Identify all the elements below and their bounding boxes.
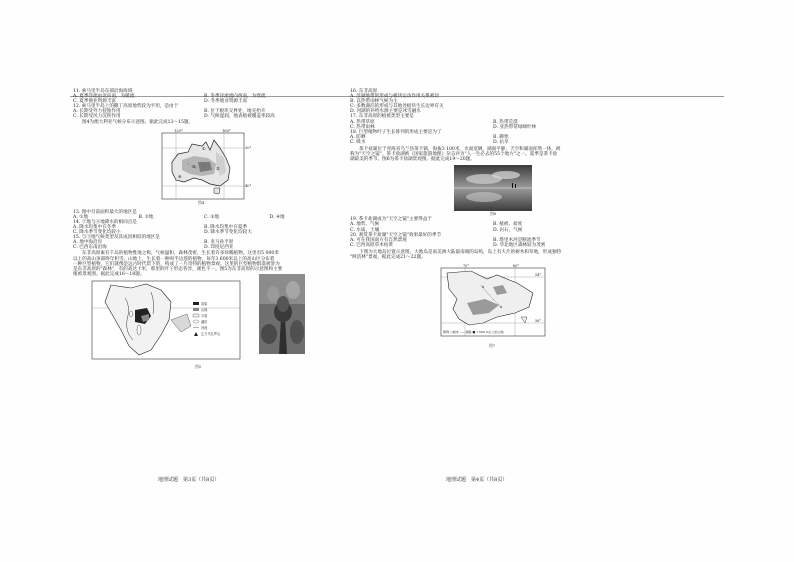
longitude-label: 160° — [222, 128, 231, 133]
passage-line: 植被景观图。据此完成16～18题。 — [73, 271, 145, 277]
option-b: B. 位于板块交界处，地壳抬升 — [204, 109, 266, 115]
question-stem: 16. 东非高原 — [350, 89, 378, 94]
question-13 — [73, 210, 335, 220]
option-c: C. ③地 — [204, 214, 219, 220]
legend-label: 高原 — [201, 301, 208, 306]
question-stem: 11. 索马里半岛东部沿海海域 — [73, 89, 133, 94]
option-d: D. 印度尼西亚 — [204, 245, 234, 251]
australia-climate-map — [158, 128, 250, 208]
figure-4-intro: 图4为澳大利亚气候分布示意图。据此完成13～15题。 — [82, 119, 194, 125]
page-4-column — [350, 89, 636, 351]
map-legend: 图例 ○城市 ——道路 ■ 1 000 m以上的山地 — [443, 330, 504, 335]
option-b: B. 热带荒漠 — [493, 119, 518, 125]
longitude-label: 60° — [513, 264, 520, 269]
option-b: B. 降水均集中在夏季 — [204, 224, 248, 230]
passage-line: 一种巨型植物，它们就像是远古时代留下的，构成了一片奇特的植物景观。这里的巨型植物群落被誉为 — [73, 261, 280, 267]
page-3-column — [73, 89, 335, 368]
question-stem: 14. ②地与④地降水的相同点是 — [73, 219, 137, 225]
longitude-label: 70° — [463, 264, 470, 269]
figure-4-caption: 图4 — [198, 199, 205, 205]
legend-label: 山地 — [201, 307, 208, 312]
chaka-salt-lake-passage — [350, 147, 636, 162]
east-africa-map — [91, 280, 241, 360]
question-14 — [73, 220, 335, 235]
question-stem: 12. 索马里半岛上的撒丁高原地势较为平坦，是由于 — [73, 104, 179, 110]
option-d: D. 气候湿润，地表植被覆盖率较高 — [204, 114, 275, 120]
option-c: C. 长期受风力沉积作用 — [73, 114, 121, 120]
option-a: A. 地势、气候 — [350, 222, 380, 228]
passage-line: 称为"天空之镜"。茶卡盐湖被《国家旅游地理》杂志评为"人一生必去的55个地方"之一。夏季是茶卡盐 — [350, 152, 558, 158]
region-3-label: ③ — [192, 163, 196, 169]
figure-4-australia-map — [158, 128, 250, 208]
latitude-label: 54° — [535, 273, 542, 278]
legend-label: 乞力马扎罗山 — [201, 331, 221, 336]
latitude-label: 56° — [535, 319, 542, 324]
option-c: C. 夏季渔业资源丰富 — [73, 99, 117, 105]
figure-5 — [73, 280, 335, 368]
option-c: C. 水质、土壤 — [350, 227, 380, 233]
option-b: B. 以热带雨林气候为主 — [350, 99, 398, 105]
question-18 — [350, 130, 636, 145]
question-stem: 20. 观赏茶卡盐湖"天空之镜"效果最好的季节 — [350, 232, 442, 238]
region-1-label: ① — [202, 145, 206, 151]
option-d: D. 抗旱 — [493, 139, 509, 145]
option-b: B. 冬季洋流流向西南，为寒流 — [204, 94, 266, 100]
option-d: D. 华北地区森林较为茂密 — [493, 242, 546, 248]
option-c: C. 多数湖泊的形成与其地处板块生长边界有关 — [350, 104, 444, 110]
region-4-label: ④ — [178, 173, 182, 179]
figure-7-caption: 图7 — [489, 343, 496, 349]
option-b: B. 亚马孙平原 — [204, 240, 234, 246]
question-15 — [73, 235, 335, 250]
option-a: A. ①地 — [73, 214, 88, 220]
question-stem: 13. 图中目前面积最大的地区是 — [73, 209, 137, 215]
passage-line: 是东非高原的"森林"，有的高达十米，那里的叶子形态各异，颜色不一。图5为东非高原的示意图和主要 — [73, 266, 283, 272]
legend-label: 河流 — [201, 325, 208, 330]
option-d: D. 岩石、气候 — [493, 227, 523, 233]
option-b: B. 植被、盐度 — [493, 222, 523, 228]
option-b: B. 御寒 — [493, 134, 509, 140]
option-d: D. 亚热带常绿阔叶林 — [493, 124, 537, 130]
longitude-label: 120° — [174, 128, 183, 133]
option-d: D. 冬季渔业资源丰富 — [204, 99, 248, 105]
legend-label: 平原 — [201, 313, 208, 318]
option-c: C. 巴西高原草木枯黄 — [350, 242, 394, 248]
giant-plant-photo — [259, 274, 305, 354]
option-a: A. 防晒 — [350, 134, 366, 140]
option-a: A. 长期受外力侵蚀作用 — [73, 109, 121, 115]
option-a: A. 沿湖地带的形成与板块运动作用关系密切 — [350, 94, 439, 100]
legend-label: 湖泊 — [201, 319, 208, 324]
option-d: D. 河湖的补给水源主要是冰雪融水 — [350, 109, 421, 115]
question-11 — [73, 89, 335, 104]
passage-line: 下图为大地岛位置示意图，大地岛是南美洲大陆最南端的岛屿，岛上有大片的树木和草地，形成独特 — [359, 249, 562, 255]
passage-line: "鲜活林"景观。据此完成21～22题。 — [350, 254, 426, 260]
option-c: C. 热带雨林 — [350, 124, 375, 130]
passage-line: 以上的高山顶部终年积雪。山地上，生长着一种叫半边莲的植物，每年3 600米以上的高山区分布着 — [73, 256, 275, 262]
option-c: C. 吸水 — [350, 139, 366, 145]
option-a: A. 降水均集中在冬季 — [73, 224, 116, 230]
option-b: B. ②地 — [138, 214, 154, 220]
region-2-label: ② — [216, 165, 220, 171]
page-3-footer: 地理试题 第3页（共8页） — [158, 477, 220, 483]
option-a: A. 地中海沿岸 — [73, 240, 103, 246]
option-a: A. 夏季洋流由北向南，为暖流 — [73, 94, 135, 100]
salt-lake-photo — [454, 165, 532, 211]
tierra-del-fuego-passage — [350, 250, 636, 260]
latitude-label: 20° — [245, 145, 252, 150]
question-12 — [73, 104, 335, 119]
figure-7 — [437, 263, 549, 351]
question-stem: 18. 巨型植物叶子生长排列的形成主要是为了 — [350, 129, 442, 135]
passage-line: 湖最美的季节。图6为茶卡盐湖景观图。据此完成19～20题。 — [350, 157, 475, 163]
question-20 — [350, 233, 636, 248]
question-stem: 17. 东非高原的植被类型主要是 — [350, 114, 414, 120]
page-4-footer: 地理试题 第4页（共8页） — [446, 477, 508, 483]
question-stem: 15. 与③地气候类型及其成因相似的地区是 — [73, 235, 160, 241]
tierra-del-fuego-map — [437, 263, 549, 343]
figure-6-caption: 图6 — [490, 211, 497, 217]
figure-5-caption: 图5 — [195, 363, 202, 369]
option-d: D. 降水季节变化均较大 — [204, 230, 252, 236]
question-16 — [350, 89, 636, 114]
question-stem: 19. 茶卡盐湖成为"天空之镜"主要得益于 — [350, 217, 432, 223]
passage-line: 东非高原素有千岛的植物胜地之称，气候温和，森林茂密，生长着许多珍稀植物。这里有5 000米 — [82, 251, 279, 257]
question-17 — [350, 114, 636, 129]
option-a: A. 可在我国南方有自然景观 — [350, 237, 407, 243]
option-d: D. ④地 — [269, 214, 285, 220]
option-c: C. 降水季节变化均较小 — [73, 230, 121, 236]
passage-line: 茶卡盐湖位于青海省乌兰县茶卡镇，海拔3 100米，水面宽阔，湖面平静，天空和湖面浑然一体，被 — [359, 147, 561, 153]
option-b: B. 塔里木河是断流季节 — [493, 237, 541, 243]
figure-6 — [454, 165, 532, 217]
option-a: A. 热带草原 — [350, 119, 375, 125]
option-c: C. 巴西东南沿海 — [73, 245, 107, 251]
question-19 — [350, 217, 636, 232]
latitude-label: 40° — [245, 183, 252, 188]
